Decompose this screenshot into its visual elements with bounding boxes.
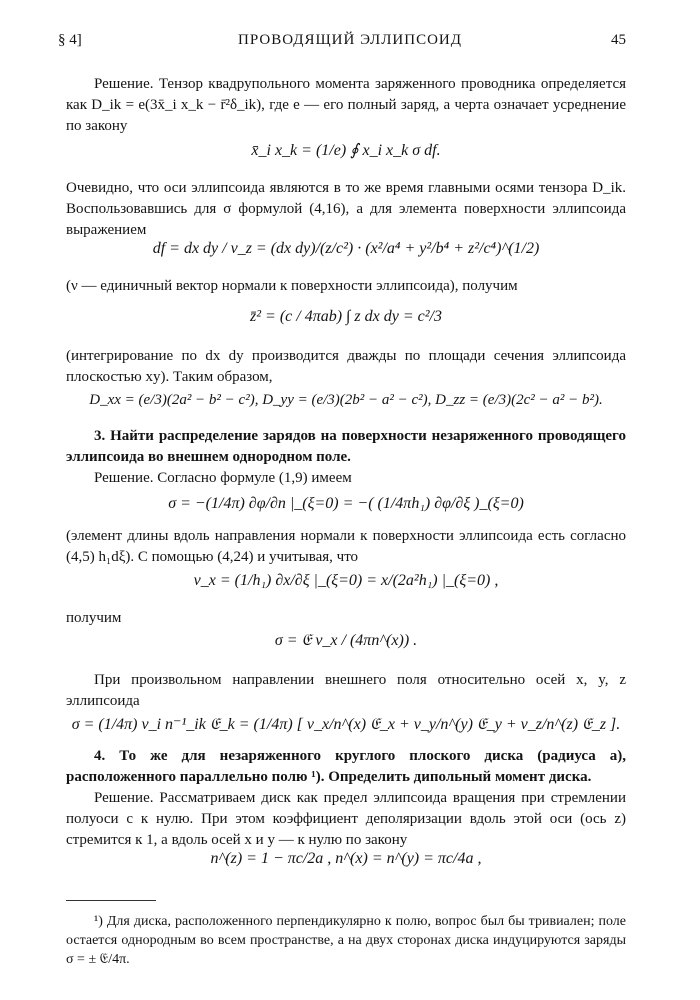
paragraph-obtain: получим <box>66 610 122 626</box>
running-title: ПРОВОДЯЩИЙ ЭЛЛИПСОИД <box>238 32 462 48</box>
problem-3-statement: 3. Найти распределение зарядов на поверхности незаряженного проводящего эллипсоида во внешнем однородном поле. <box>66 428 626 465</box>
paragraph-length-element: (элемент длины вдоль направления нормали к поверхности эллипсоида есть согласно (4,5) h₁dξ). С помощью (4,24) и учитывая, что <box>66 528 626 565</box>
section-marker: § 4] <box>58 32 82 48</box>
paragraph-normal-vector: (ν — единичный вектор нормали к поверхности эллипсоида), получим <box>66 278 518 294</box>
equation-sigma-x: σ = 𝔈 ν_x / (4πn^(x)) . <box>274 632 418 649</box>
solution-4-paragraph: Решение. Рассматриваем диск как предел эллипсоида вращения при стремлении полуоси c к нулю. При этом коэффициент деполяризации вдоль этой оси (ось z) стремится к 1, а вдоль осей x и y — к нулю по закону <box>66 790 626 848</box>
equation-average: x̄_i x_k = (1/e) ∮ x_i x_k σ df. <box>251 142 441 159</box>
footnote-rule <box>66 900 156 901</box>
equation-quadrupole-components: D_xx = (e/3)(2a² − b² − c²), D_yy = (e/3)(2b² − a² − c²), D_zz = (e/3)(2c² − a² − b²). <box>89 392 603 408</box>
paragraph-integration: (интегрирование по dx dy производится дважды по площади сечения эллипсоида плоскостью xy). Таким образом, <box>66 348 626 385</box>
equation-nu-x: ν_x = (1/h₁) ∂x/∂ξ |_(ξ=0) = x/(2a²h₁) |_(ξ=0) , <box>193 572 499 589</box>
equation-surface-element: df = dx dy / ν_z = (dx dy)/(z/c²) · (x²/a⁴ + y²/b⁴ + z²/c⁴)^(1/2) <box>152 240 540 257</box>
paragraph-axes: Очевидно, что оси эллипсоида являются в то же время главными осями тензора D_ik. Воспользовавшись для σ формулой (4,16), а для элемента поверхности эллипсоида выражением <box>66 180 626 238</box>
solution-3-intro: Решение. Согласно формуле (1,9) имеем <box>94 470 352 486</box>
problem-4-statement: 4. То же для незаряженного круглого плоского диска (радиуса a), расположенного параллельно полю ¹). Определить дипольный момент диска. <box>66 748 626 785</box>
equation-sigma-normal: σ = −(1/4π) ∂φ/∂n |_(ξ=0) = −( (1/4πh₁) ∂φ/∂ξ )_(ξ=0) <box>168 495 524 512</box>
paragraph-arbitrary-direction: При произвольном направлении внешнего поля относительно осей x, y, z эллипсоида <box>66 672 626 709</box>
equation-depolarization: n^(z) = 1 − πc/2a , n^(x) = n^(y) = πc/4a , <box>210 850 482 867</box>
solution-paragraph-1: Решение. Тензор квадрупольного момента заряженного проводника определяется как D_ik = e(3x̄_i x_k − r̄²δ_ik), где e — его полный заряд, а черта означает усреднение по закону <box>66 76 626 134</box>
footnote: ¹) Для диска, расположенного перпендикулярно к полю, вопрос был бы тривиален; поле остается однородным во всем пространстве, а на двух сторонах диска индуцируются заряды σ = ± 𝔈/4π. <box>66 914 626 967</box>
equation-sigma-general: σ = (1/4π) ν_i n⁻¹_ik 𝔈_k = (1/4π) [ ν_x/n^(x) 𝔈_x + ν_y/n^(y) 𝔈_y + ν_z/n^(z) 𝔈_z ]. <box>71 716 621 733</box>
page-number: 45 <box>611 32 626 48</box>
equation-z-squared: z̄² = (c / 4πab) ∫ z dx dy = c²/3 <box>250 308 442 325</box>
